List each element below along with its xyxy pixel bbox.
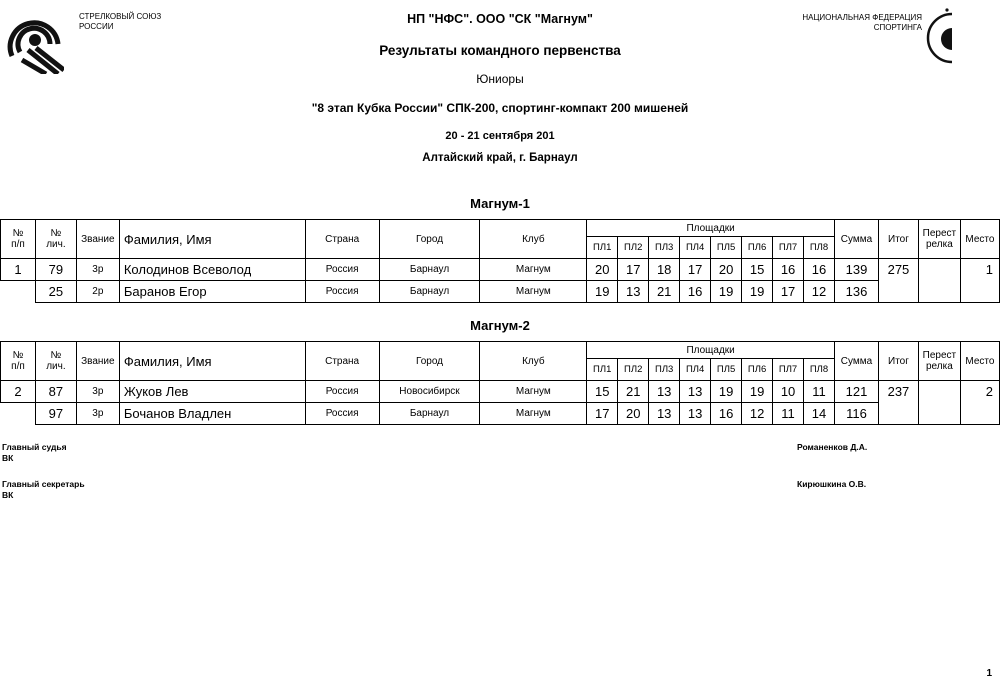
range-score: 16 [680,281,711,303]
range-score: 10 [773,381,804,403]
city: Новосибирск [379,381,480,403]
col-header-license: № лич. [35,342,76,381]
team-place: 1 [960,259,999,303]
shootoff [918,259,960,303]
col-header-shootoff: Перест релка [918,220,960,259]
range-score: 11 [804,381,835,403]
shootoff [918,381,960,425]
range-score: 12 [804,281,835,303]
col-header-sum: Сумма [835,220,879,259]
table-row [1,403,1000,425]
event-dates: 20 - 21 сентября 201 [445,130,555,142]
range-label: ПЛ2 [618,237,649,259]
club: Магнум [480,281,587,303]
table-row [1,281,1000,303]
col-header-sum: Сумма [835,342,879,381]
club: Магнум [480,259,587,281]
col-header-place: Место [960,342,999,381]
range-label: ПЛ7 [773,359,804,381]
range-score: 17 [618,259,649,281]
range-score: 12 [742,403,773,425]
range-label: ПЛ4 [680,237,711,259]
team-results-table [0,341,1000,425]
range-score: 17 [680,259,711,281]
range-label: ПЛ1 [587,359,618,381]
shooter-sum: 139 [835,259,879,281]
col-header-country: Страна [305,220,379,259]
city: Барнаул [379,259,480,281]
license-num: 25 [35,281,76,303]
team-place: 2 [960,381,999,425]
chief-judge-label: Главный судья [2,442,67,452]
chief-judge-category: ВК [2,453,14,463]
country: Россия [305,259,379,281]
shooter-sum: 121 [835,381,879,403]
range-label: ПЛ3 [649,359,680,381]
range-score: 16 [711,403,742,425]
range-label: ПЛ6 [742,237,773,259]
range-label: ПЛ8 [804,359,835,381]
team-title: Магнум-2 [470,318,530,333]
range-score: 17 [773,281,804,303]
range-label: ПЛ6 [742,359,773,381]
category-label: Юниоры [476,72,524,86]
range-score: 21 [649,281,680,303]
col-header-club: Клуб [480,220,587,259]
col-header-num: № п/п [1,342,36,381]
range-score: 18 [649,259,680,281]
col-header-city: Город [379,342,480,381]
col-header-ranges: Площадки [587,342,835,359]
country: Россия [305,381,379,403]
license-num: 87 [35,381,76,403]
page-number: 1 [986,668,992,679]
range-score: 13 [680,381,711,403]
range-score: 13 [618,281,649,303]
col-header-name: Фамилия, Имя [119,342,305,381]
range-label: ПЛ1 [587,237,618,259]
table-row [1,259,1000,281]
country: Россия [305,281,379,303]
rank: 2р [76,281,119,303]
club: Магнум [480,403,587,425]
col-header-shootoff: Перест релка [918,342,960,381]
range-label: ПЛ3 [649,237,680,259]
col-header-rank: Звание [76,220,119,259]
row-num: 2 [1,381,36,403]
chief-judge-block [2,442,67,464]
shooter-sum: 116 [835,403,879,425]
chief-secretary-label: Главный секретарь [2,479,85,489]
range-score: 13 [649,381,680,403]
range-score: 19 [711,281,742,303]
table-row [1,381,1000,403]
shooter-name: Колодинов Всеволод [119,259,305,281]
col-header-place: Место [960,220,999,259]
range-score: 15 [587,381,618,403]
rank: 3р [76,403,119,425]
range-score: 19 [711,381,742,403]
row-num: 1 [1,259,36,281]
range-label: ПЛ8 [804,237,835,259]
shooter-name: Бочанов Владлен [119,403,305,425]
range-score: 16 [773,259,804,281]
col-header-total: Итог [878,220,918,259]
range-score: 13 [649,403,680,425]
range-label: ПЛ5 [711,359,742,381]
country: Россия [305,403,379,425]
row-num-empty [1,281,36,303]
range-score: 20 [711,259,742,281]
range-score: 19 [742,381,773,403]
shooter-sum: 136 [835,281,879,303]
range-label: ПЛ4 [680,359,711,381]
col-header-license: № лич. [35,220,76,259]
range-score: 21 [618,381,649,403]
range-score: 14 [804,403,835,425]
organizer-heading: НП "НФС". ООО "СК "Магнум" [407,12,593,26]
range-score: 19 [742,281,773,303]
col-header-country: Страна [305,342,379,381]
col-header-name: Фамилия, Имя [119,220,305,259]
chief-secretary-category: ВК [2,490,14,500]
shooter-name: Баранов Егор [119,281,305,303]
license-num: 79 [35,259,76,281]
club: Магнум [480,381,587,403]
page-title: Результаты командного первенства [379,43,621,58]
city: Барнаул [379,403,480,425]
chief-judge-name: Романенков Д.А. [797,442,868,452]
col-header-city: Город [379,220,480,259]
range-label: ПЛ7 [773,237,804,259]
col-header-num: № п/п [1,220,36,259]
shooter-name: Жуков Лев [119,381,305,403]
rank: 3р [76,259,119,281]
rank: 3р [76,381,119,403]
row-num-empty [1,403,36,425]
range-label: ПЛ2 [618,359,649,381]
chief-secretary-name: Кирюшкина О.В. [797,479,867,489]
chief-secretary-block [2,479,85,501]
city: Барнаул [379,281,480,303]
col-header-rank: Звание [76,342,119,381]
event-place: Алтайский край, г. Барнаул [422,152,578,164]
col-header-ranges: Площадки [587,220,835,237]
team-total: 275 [878,259,918,303]
range-score: 20 [587,259,618,281]
range-label: ПЛ5 [711,237,742,259]
team-total: 237 [878,381,918,425]
right-organization: НАЦИОНАЛЬНАЯ ФЕДЕРАЦИЯ СПОРТИНГА [802,13,922,32]
event-title: "8 этап Кубка России" СПК-200, спортинг-компакт 200 мишеней [311,101,689,115]
range-score: 19 [587,281,618,303]
team-title: Магнум-1 [470,196,530,211]
license-num: 97 [35,403,76,425]
range-score: 17 [587,403,618,425]
col-header-total: Итог [878,342,918,381]
col-header-club: Клуб [480,342,587,381]
range-score: 13 [680,403,711,425]
range-score: 16 [804,259,835,281]
team-results-table [0,219,1000,303]
range-score: 15 [742,259,773,281]
left-organization: СТРЕЛКОВЫЙ СОЮЗ РОССИИ [79,12,162,31]
range-score: 20 [618,403,649,425]
range-score: 11 [773,403,804,425]
